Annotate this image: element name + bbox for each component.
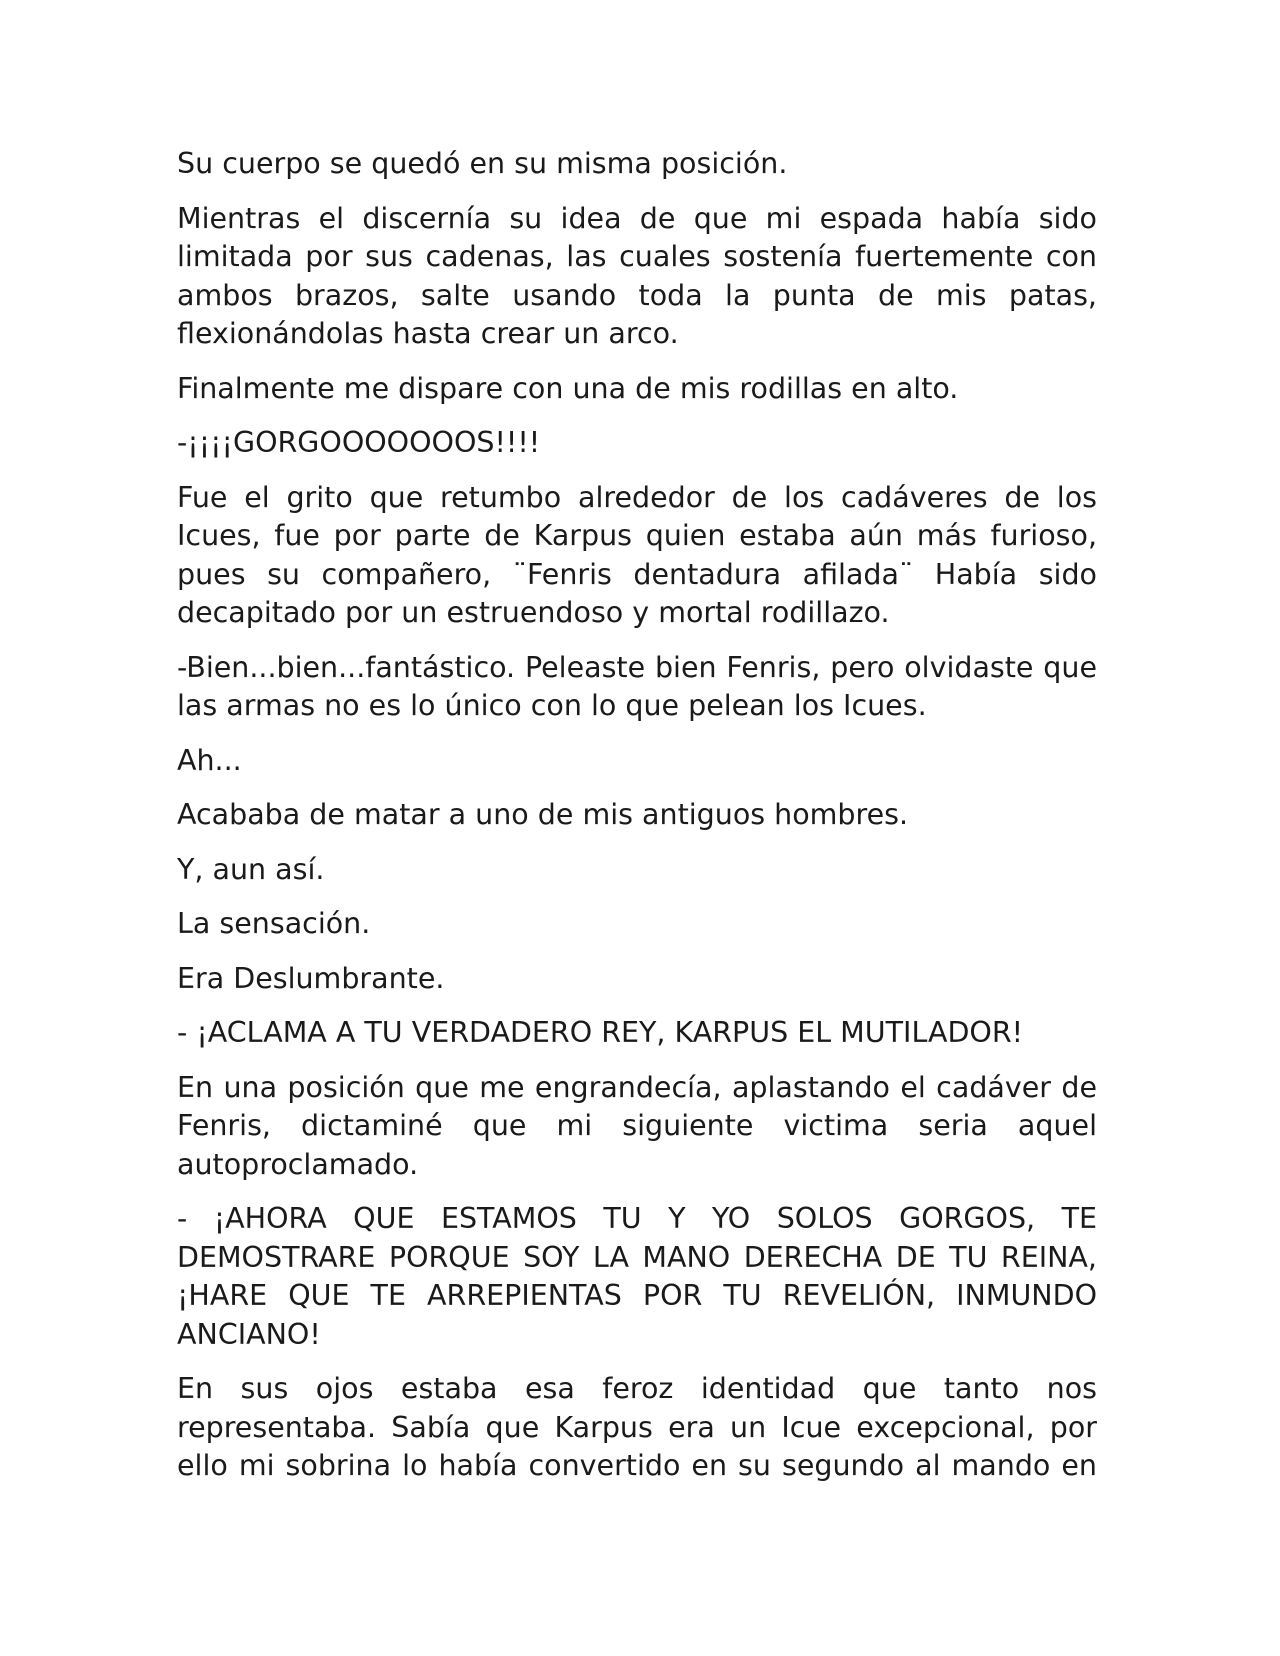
paragraph: Su cuerpo se quedó en su misma posición. [177,147,788,180]
paragraph: Finalmente me dispare con una de mis rodillas en alto. [177,371,959,405]
paragraph: Acababa de matar a uno de mis antiguos hombres. [177,798,909,831]
paragraph: En una posición que me engrandecía, aplastando el cadáver de Fenris, dictaminé que mi siguiente victima seria aquel autoproclamado. [177,1070,1097,1181]
paragraph: Fue el grito que retumbo alrededor de los cadáveres de los Icues, fue por parte de Karpus quien estaba aún más furioso, pues su compañero, ¨Fenris dentadura afilada¨ Había sido decapitado por un estruendoso y mortal rodillazo. [177,480,1097,629]
paragraph: - ¡AHORA QUE ESTAMOS TU Y YO SOLOS GORGOS, TE DEMOSTRARE PORQUE SOY LA MANO DERECHA DE TU REINA, ¡HARE QUE TE ARREPIENTAS POR TU REVELIÓN, INMUNDO ANCIANO! [177,1202,1097,1351]
paragraph: Y, aun así. [177,852,325,886]
paragraph: Era Deslumbrante. [177,961,445,995]
paragraph: - ¡ACLAMA A TU VERDADERO REY, KARPUS EL MUTILADOR! [177,1016,1024,1049]
paragraph: -¡¡¡¡GORGOOOOOOOS!!!! [177,426,541,459]
body-text [177,145,1097,1502]
paragraph: -Bien...bien...fantástico. Peleaste bien Fenris, pero olvidaste que las armas no es lo único con lo que pelean los Icues. [177,650,1097,722]
paragraph: La sensación. [177,907,371,940]
paragraph: Mientras el discernía su idea de que mi espada había sido limitada por sus cadenas, las cuales sostenía fuertemente con ambos brazos, salte usando toda la punta de mis patas, flexionándolas hasta crear un arco. [177,201,1097,350]
paragraph: En sus ojos estaba esa feroz identidad que tanto nos representaba. Sabía que Karpus era un Icue excepcional, por ello mi sobrina lo había convertido en su segundo al mando en [177,1372,1097,1482]
paragraph: Ah... [177,743,242,777]
